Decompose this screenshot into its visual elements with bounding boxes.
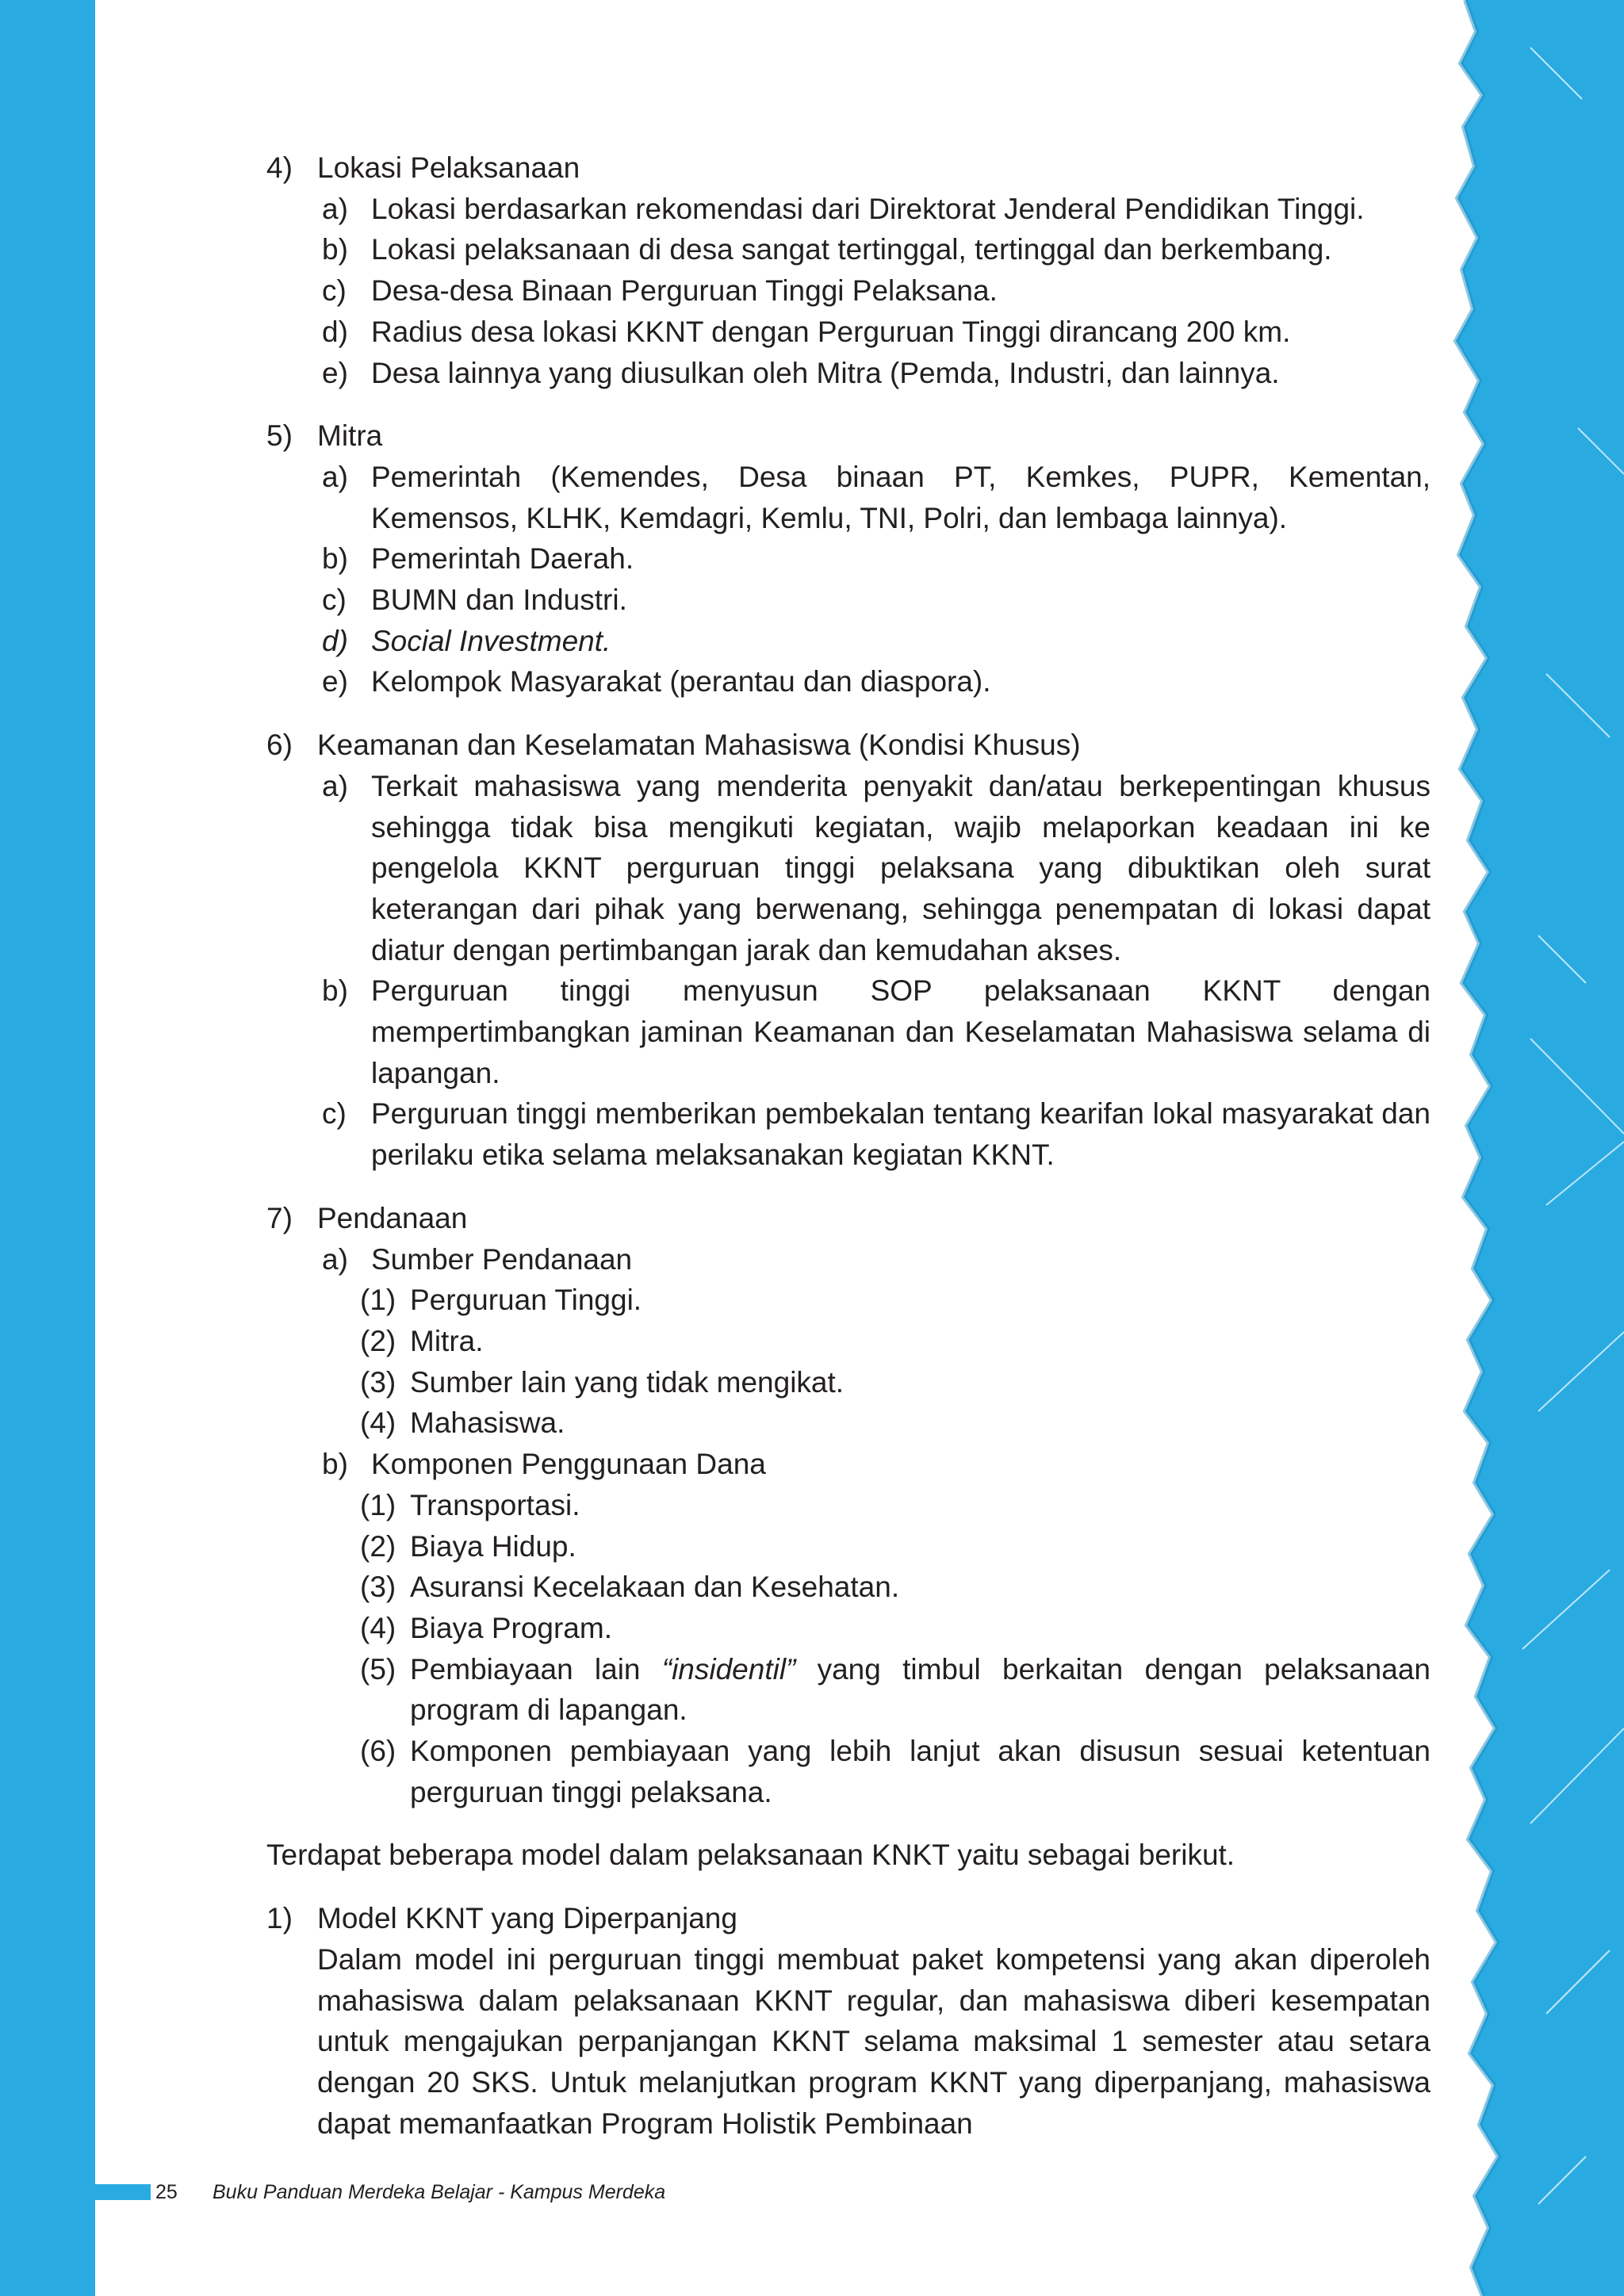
list-item (266, 1485, 1431, 1526)
item-marker: d) (322, 315, 348, 348)
document-body (266, 147, 1431, 2166)
list-item (266, 1280, 1431, 1321)
footer-accent-bar (95, 2184, 151, 2200)
list-item (266, 353, 1431, 394)
section-lokasi-pelaksanaan (266, 147, 1431, 393)
section-heading (266, 725, 1431, 766)
item-text: Lokasi pelaksanaan di desa sangat tertinggal, tertinggal dan berkembang. (371, 233, 1332, 266)
item-marker: (2) (360, 1529, 396, 1563)
item-text-pre: Pembiayaan lain (410, 1652, 662, 1686)
section-heading (266, 147, 1431, 189)
item-marker: e) (322, 356, 348, 389)
subsection-title: Komponen Penggunaan Dana (371, 1448, 766, 1481)
subsection-title: Sumber Pendanaan (371, 1242, 633, 1276)
section-number: 5) (266, 419, 293, 453)
item-marker: (3) (360, 1571, 396, 1604)
list-item (266, 621, 1431, 662)
list-item (266, 229, 1431, 270)
item-text: Pemerintah (Kemendes, Desa binaan PT, Kemkes, PUPR, Kementan, Kemensos, KLHK, Kemdagri, Kemlu, TNI, Polri, dan lembaga lainnya). (371, 460, 1431, 534)
subsection-heading (266, 1239, 1431, 1280)
item-text: Mahasiswa. (410, 1406, 565, 1440)
list-item (266, 1362, 1431, 1403)
list-item (266, 1093, 1431, 1175)
item-text: Perguruan tinggi menyusun SOP pelaksanaan KKNT dengan mempertimbangkan jaminan Keamanan dan Keselamatan Mahasiswa selama di lapangan. (371, 974, 1431, 1089)
section-title: Mitra (317, 419, 383, 453)
item-text: Asuransi Kecelakaan dan Kesehatan. (410, 1571, 900, 1604)
item-text: Desa-desa Binaan Perguruan Tinggi Pelaksana. (371, 274, 998, 308)
item-marker: a) (322, 460, 348, 493)
footer-book-title: Buku Panduan Merdeka Belajar - Kampus Merdeka (213, 2181, 666, 2203)
item-marker: (1) (360, 1284, 396, 1317)
list-item (266, 661, 1431, 702)
list-item (266, 580, 1431, 621)
item-text: Pemerintah Daerah. (371, 542, 634, 576)
section-title: Model KKNT yang Diperpanjang (317, 1902, 737, 1935)
item-text: Transportasi. (410, 1488, 580, 1521)
section-pendanaan (266, 1198, 1431, 1813)
item-marker: (6) (360, 1735, 396, 1768)
list-item (266, 766, 1431, 971)
list-item (266, 270, 1431, 312)
item-marker: d) (322, 624, 348, 657)
section-heading (266, 1898, 1431, 1939)
list-item (266, 1321, 1431, 1362)
list-item (266, 189, 1431, 230)
left-decorative-band (0, 0, 95, 2296)
list-item (266, 1526, 1431, 1567)
item-text: Desa lainnya yang diusulkan oleh Mitra (Pemda, Industri, dan lainnya. (371, 356, 1280, 389)
item-marker: (2) (360, 1324, 396, 1357)
item-marker: (3) (360, 1365, 396, 1399)
section-title: Lokasi Pelaksanaan (317, 151, 580, 184)
item-marker: c) (322, 1097, 347, 1131)
item-marker: b) (322, 233, 348, 266)
item-marker: c) (322, 584, 347, 617)
item-text: Biaya Hidup. (410, 1529, 576, 1563)
list-item (266, 1608, 1431, 1649)
section-mitra (266, 415, 1431, 702)
item-marker: a) (322, 769, 348, 802)
item-text: Radius desa lokasi KKNT dengan Perguruan Tinggi dirancang 200 km. (371, 315, 1291, 348)
section-number: 7) (266, 1201, 293, 1234)
section-heading (266, 1198, 1431, 1239)
list-item (266, 457, 1431, 538)
list-item (266, 970, 1431, 1093)
item-text: Perguruan Tinggi. (410, 1284, 642, 1317)
list-item (266, 312, 1431, 353)
item-text: Biaya Program. (410, 1611, 612, 1644)
section-title: Pendanaan (317, 1201, 468, 1234)
item-text: Perguruan tinggi memberikan pembekalan tentang kearifan lokal masyarakat dan perilaku etika selama melaksanakan kegiatan KKNT. (371, 1097, 1431, 1172)
item-text: Komponen pembiayaan yang lebih lanjut akan disusun sesuai ketentuan perguruan tinggi pelaksana. (410, 1735, 1431, 1808)
model-kknt-diperpanjang (266, 1898, 1431, 2144)
item-marker: b) (322, 542, 348, 576)
item-marker: a) (322, 192, 348, 225)
list-item (266, 1649, 1431, 1731)
list-item (266, 1731, 1431, 1812)
item-marker: (1) (360, 1488, 396, 1521)
item-text: Mitra. (410, 1324, 484, 1357)
item-marker: e) (322, 665, 348, 698)
item-marker: c) (322, 274, 347, 308)
item-text: Social Investment. (371, 624, 611, 657)
item-marker: (4) (360, 1406, 396, 1440)
item-marker: (5) (360, 1652, 396, 1686)
section-title: Keamanan dan Keselamatan Mahasiswa (Kondisi Khusus) (317, 729, 1081, 762)
section-number: 1) (266, 1902, 293, 1935)
item-text: Kelompok Masyarakat (perantau dan diaspora). (371, 665, 991, 698)
page-number: 25 (155, 2181, 178, 2203)
section-number: 6) (266, 729, 293, 762)
item-marker: (4) (360, 1611, 396, 1644)
item-text: Sumber lain yang tidak mengikat. (410, 1365, 845, 1399)
item-text: Lokasi berdasarkan rekomendasi dari Direktorat Jenderal Pendidikan Tinggi. (371, 192, 1365, 225)
item-marker: a) (322, 1242, 348, 1276)
section-keamanan-keselamatan (266, 725, 1431, 1176)
right-torn-paper-decoration (1451, 0, 1624, 2296)
list-item (266, 1402, 1431, 1444)
item-text: Terkait mahasiswa yang menderita penyakit dan/atau berkepentingan khusus sehingga tidak bisa mengikuti kegiatan, wajib melaporkan keadaan ini ke pengelola KKNT perguruan tinggi pelaksana yang dibuktikan oleh surat keterangan dari pihak yang berwenang, sehingga penempatan di lokasi dapat diatur dengan pertimbangan jarak dan kemudahan akses. (371, 769, 1431, 966)
torn-edge-graphic (1451, 0, 1624, 2296)
intro-paragraph: Terdapat beberapa model dalam pelaksanaan KNKT yaitu sebagai berikut. (266, 1839, 1235, 1872)
section-heading (266, 415, 1431, 457)
item-marker: b) (322, 974, 348, 1008)
item-marker: b) (322, 1448, 348, 1481)
list-item (266, 538, 1431, 580)
item-text-emphasis: “insidentil” (661, 1652, 796, 1686)
list-item (266, 1567, 1431, 1608)
item-text-post: yang timbul berkaitan dengan pelaksanaan program di lapangan. (410, 1652, 1431, 1727)
subsection-heading (266, 1444, 1431, 1485)
item-text: BUMN dan Industri. (371, 584, 627, 617)
section-number: 4) (266, 151, 293, 184)
model-description: Dalam model ini perguruan tinggi membuat paket kompetensi yang akan diperoleh mahasiswa dalam pelaksanaan KKNT regular, dan mahasiswa diberi kesempatan untuk mengajukan perpanjangan KKNT selama maksimal 1 semester atau setara dengan 20 SKS. Untuk melanjutkan program KKNT yang diperpanjang, mahasiswa dapat memanfaatkan Program Holistik Pembinaan (317, 1942, 1431, 2140)
